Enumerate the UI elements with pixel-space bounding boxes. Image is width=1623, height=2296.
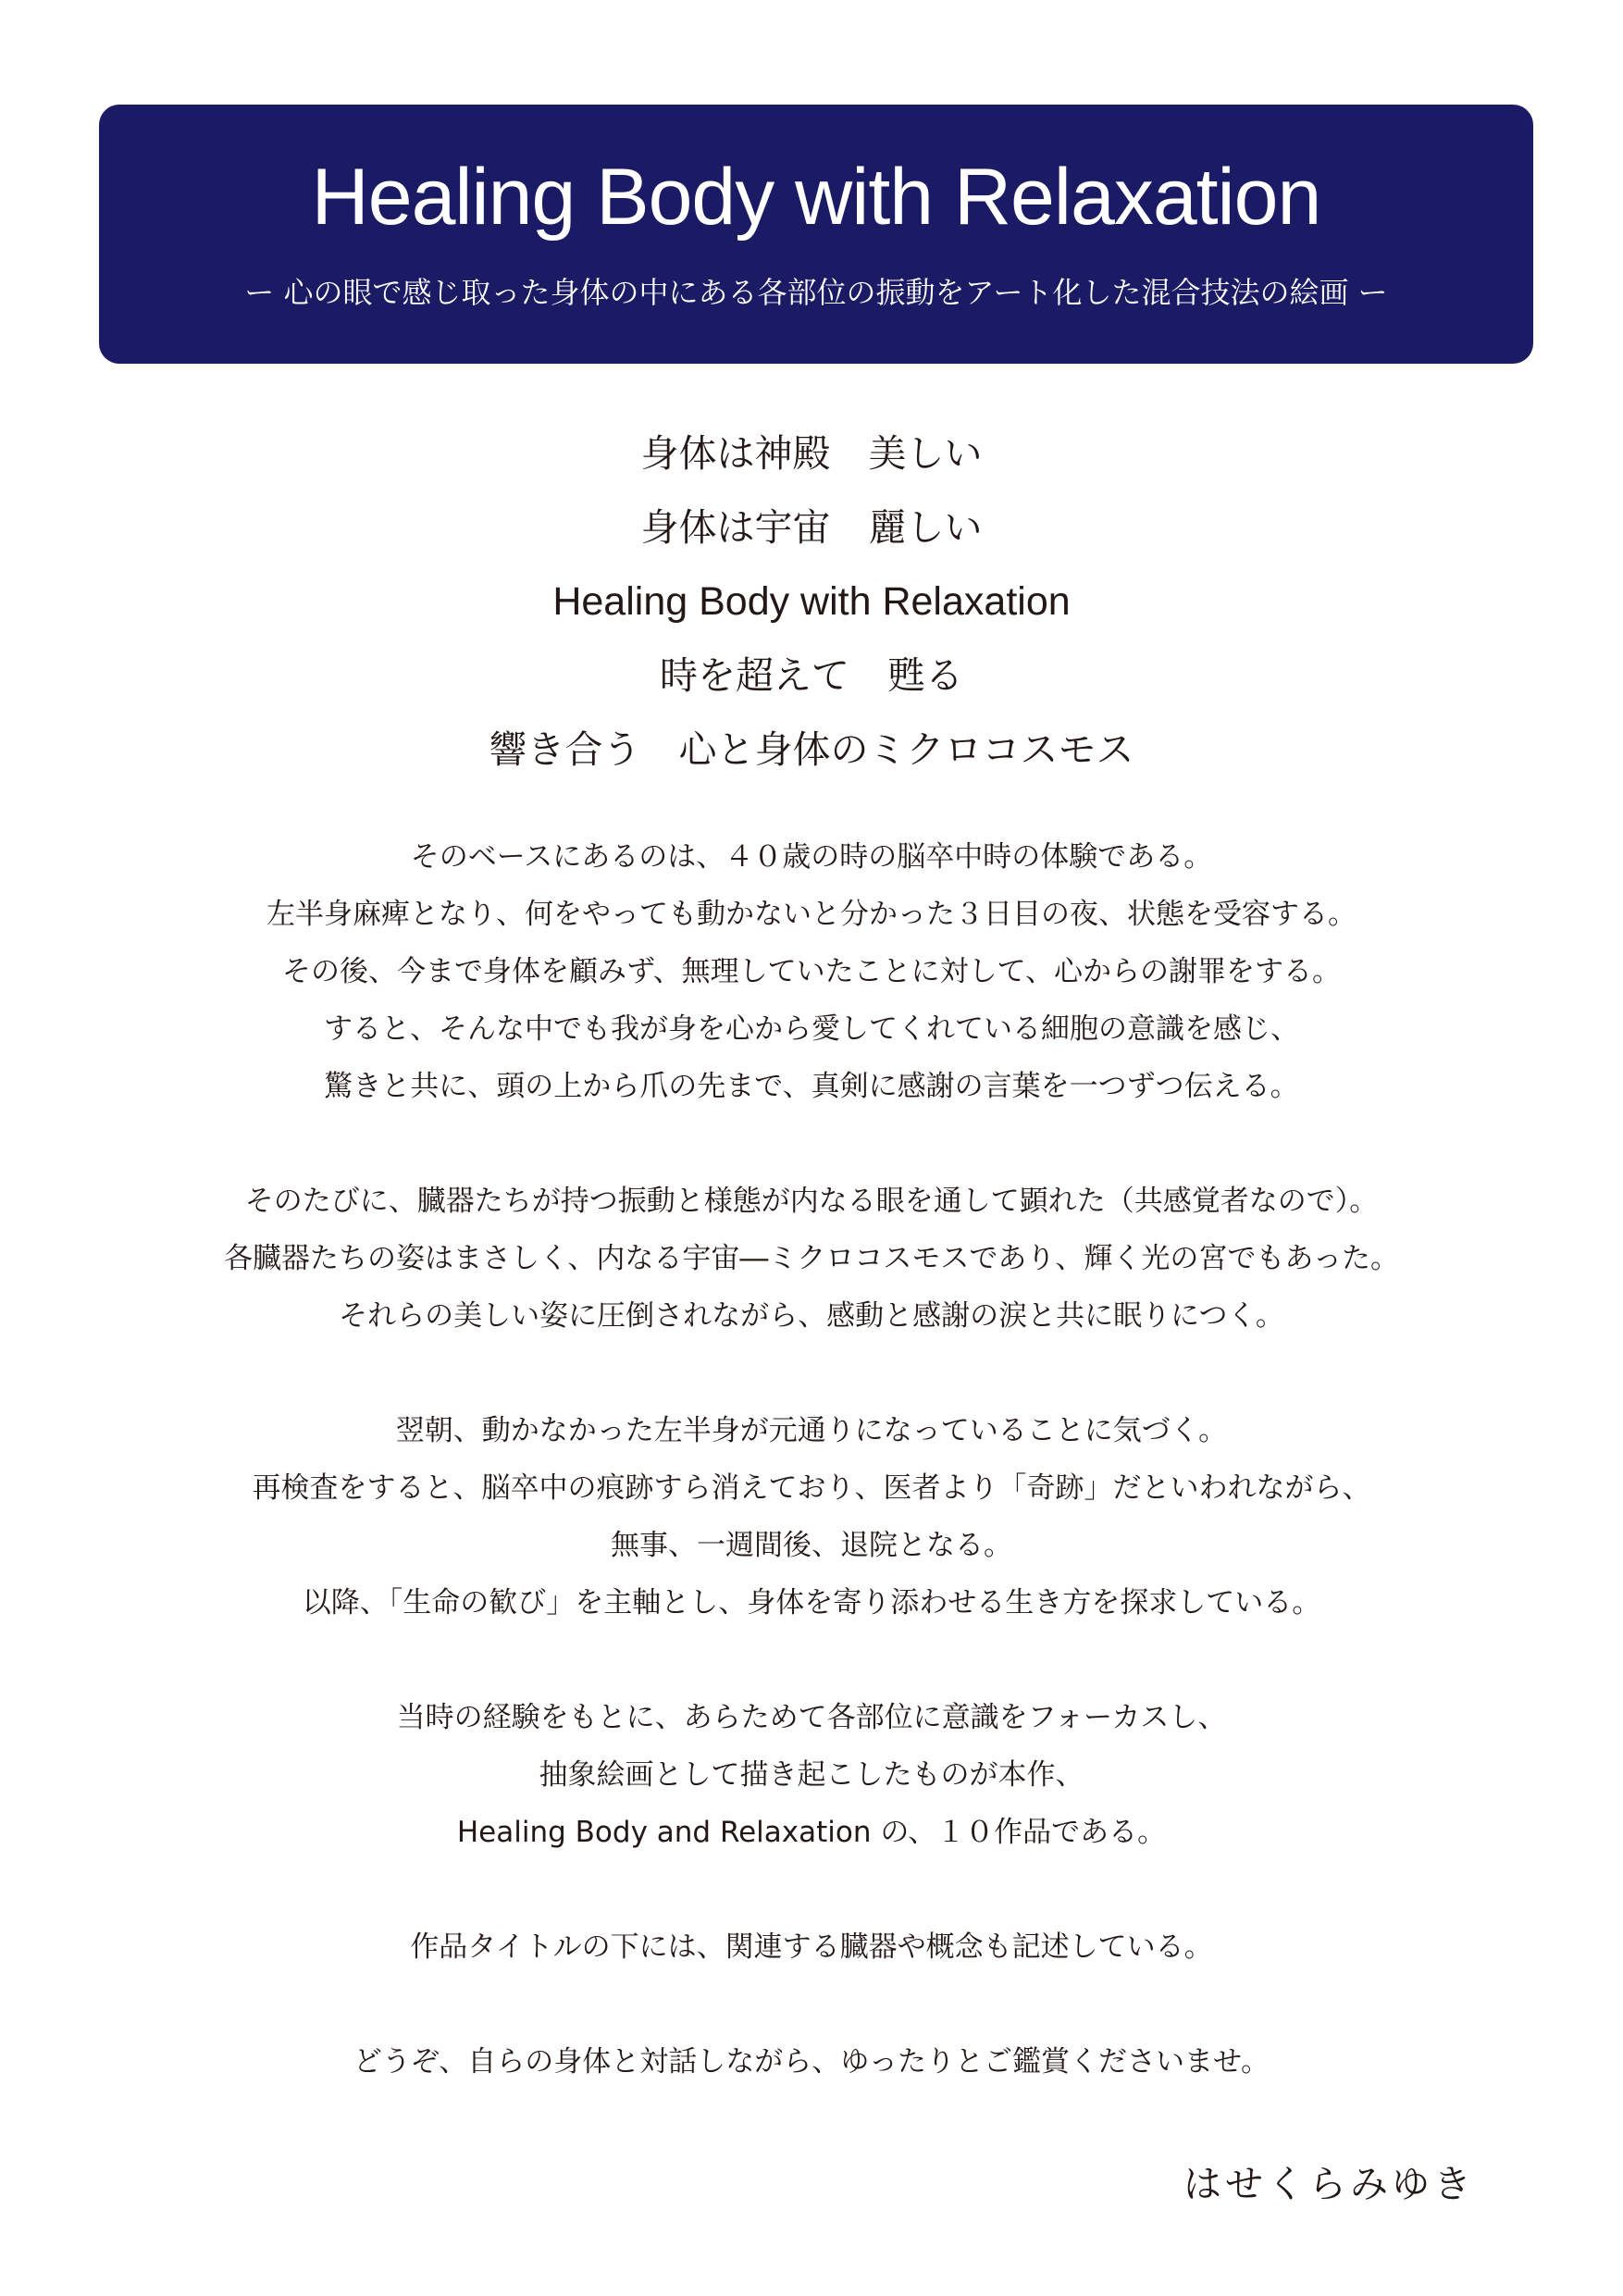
page-title: Healing Body with Relaxation [311,153,1321,242]
text-line: 以降、「生命の歓び」を主軸とし、身体を寄り添わせる生き方を探求している。 [302,1586,1321,1620]
paragraph-closing [0,2033,1623,2091]
text-line: 当時の経験をもとに、あらためて各部位に意識をフォーカスし、 [396,1701,1227,1734]
text-line: すると、そんな中でも我が身を心から愛してくれている細胞の意識を感じ、 [324,1012,1299,1046]
page-subtitle: ー 心の眼で感じ取った身体の中にある各部位の振動をアート化した混合技法の絵画 ー [244,275,1388,310]
poem-line: 身体は神殿 美しい [640,431,983,476]
text-line: 各臓器たちの姿はまさしく、内なる宇宙―ミクロコスモスであり、輝く光の宮でもあった。 [223,1242,1400,1275]
text-line: 抽象絵画として描き起こしたものが本作、 [539,1758,1084,1792]
author-signature: はせくらみゆき [1183,2162,1475,2206]
text-line: 驚きと共に、頭の上から爪の先まで、真剣に感謝の言葉を一つずつ伝える。 [324,1070,1299,1103]
paragraph-works [0,1689,1623,1861]
text-line: Healing Body and Relaxation の、１０作品である。 [456,1816,1167,1849]
paragraph-recovery [0,1402,1623,1632]
body-text [0,828,1623,2148]
text-line: 作品タイトルの下には、関連する臓器や概念も記述している。 [410,1930,1213,1964]
text-line: 翌朝、動かなかった左半身が元通りになっていることに気づく。 [395,1414,1228,1447]
paragraph-vision [0,1173,1623,1345]
text-line: 再検査をすると、脳卒中の痕跡すら消えており、医者より「奇跡」だといわれながら、 [252,1471,1371,1505]
poem [0,416,1623,787]
poem-line: 響き合う 心と身体のミクロコスモス [489,727,1134,772]
paragraph-origin [0,828,1623,1115]
text-line: それらの美しい姿に圧倒されながら、感動と感謝の涙と共に眠りにつく。 [339,1299,1284,1333]
poem-line: 身体は宇宙 麗しい [640,505,983,550]
poem-line: 時を超えて 甦る [660,653,963,698]
text-line: そのベースにあるのは、４０歳の時の脳卒中時の体験である。 [410,840,1213,874]
text-line: 無事、一週間後、退院となる。 [611,1529,1012,1562]
title-banner [99,105,1533,364]
text-line: どうぞ、自らの身体と対話しながら、ゆったりとご鑑賞くださいませ。 [353,2045,1270,2079]
text-line: 左半身麻痺となり、何をやっても動かないと分かった３日目の夜、状態を受容する。 [266,898,1357,931]
paragraph-titles-note [0,1918,1623,1976]
text-line: そのたびに、臓器たちが持つ振動と様態が内なる眼を通して顕れた（共感覚者なので）。 [244,1185,1379,1218]
poem-line: Healing Body with Relaxation [552,579,1071,624]
text-line: その後、今まで身体を顧みず、無理していたことに対して、心からの謝罪をする。 [282,955,1341,988]
